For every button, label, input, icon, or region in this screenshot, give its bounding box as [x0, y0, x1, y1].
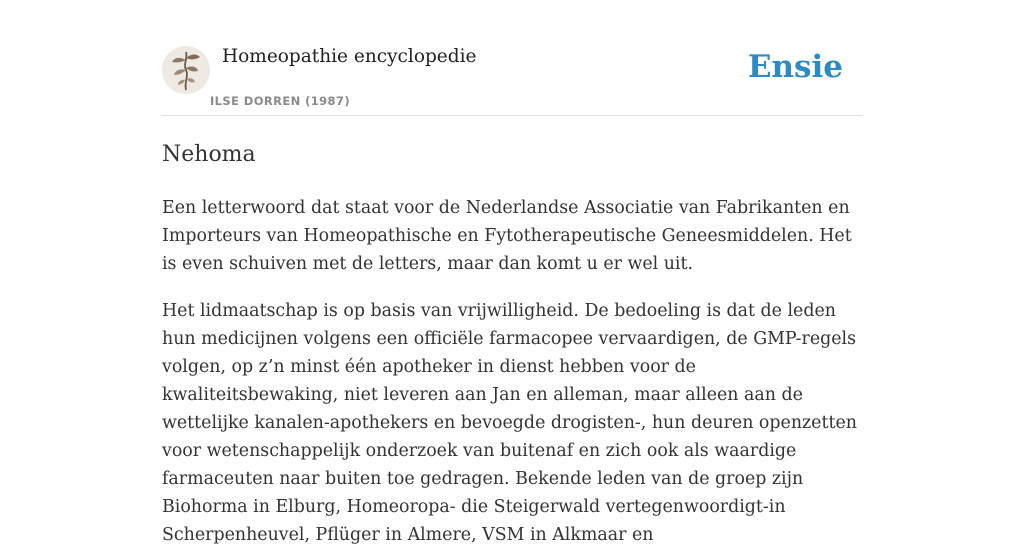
entry-title: Nehoma: [162, 142, 256, 167]
entry-content: [162, 140, 862, 549]
herb-illustration-icon[interactable]: [162, 46, 210, 94]
header: [162, 44, 862, 116]
book-title[interactable]: Homeopathie encyclopedie: [222, 46, 477, 67]
entry-paragraph: Het lidmaatschap is op basis van vrijwilligheid. De bedoeling is dat de leden hun medicijnen volgens een officiële farmacopee vervaardigen, de GMP-regels volgen, op z’n minst één apotheker in dienst hebben voor de kwaliteitsbewaking, niet leveren aan Jan en alleman, maar alleen aan de wettelijke kanalen-apothekers en bevoegde drogisten-, hun deuren openzetten voor wetenschappelijk onderzoek van buitenaf en zich ook als waardige farmaceuten naar buiten toe gedragen. Bekende leden van de groep zijn Biohorma in Elburg, Homeoropa- die Steigerwald vertegenwoordigt-in Scherpenheuvel, Pflüger in Almere, VSM in Alkmaar en: [162, 301, 857, 545]
book-author: ILSE DORREN (1987): [210, 94, 350, 108]
brand-logo[interactable]: Ensie: [747, 49, 843, 85]
entry-paragraph: Een letterwoord dat staat voor de Nederlandse Associatie van Fabrikanten en Importeurs van Homeopathische en Fytotherapeutische Geneesmiddelen. Het is even schuiven met de letters, maar dan komt u er wel uit.: [162, 198, 852, 274]
